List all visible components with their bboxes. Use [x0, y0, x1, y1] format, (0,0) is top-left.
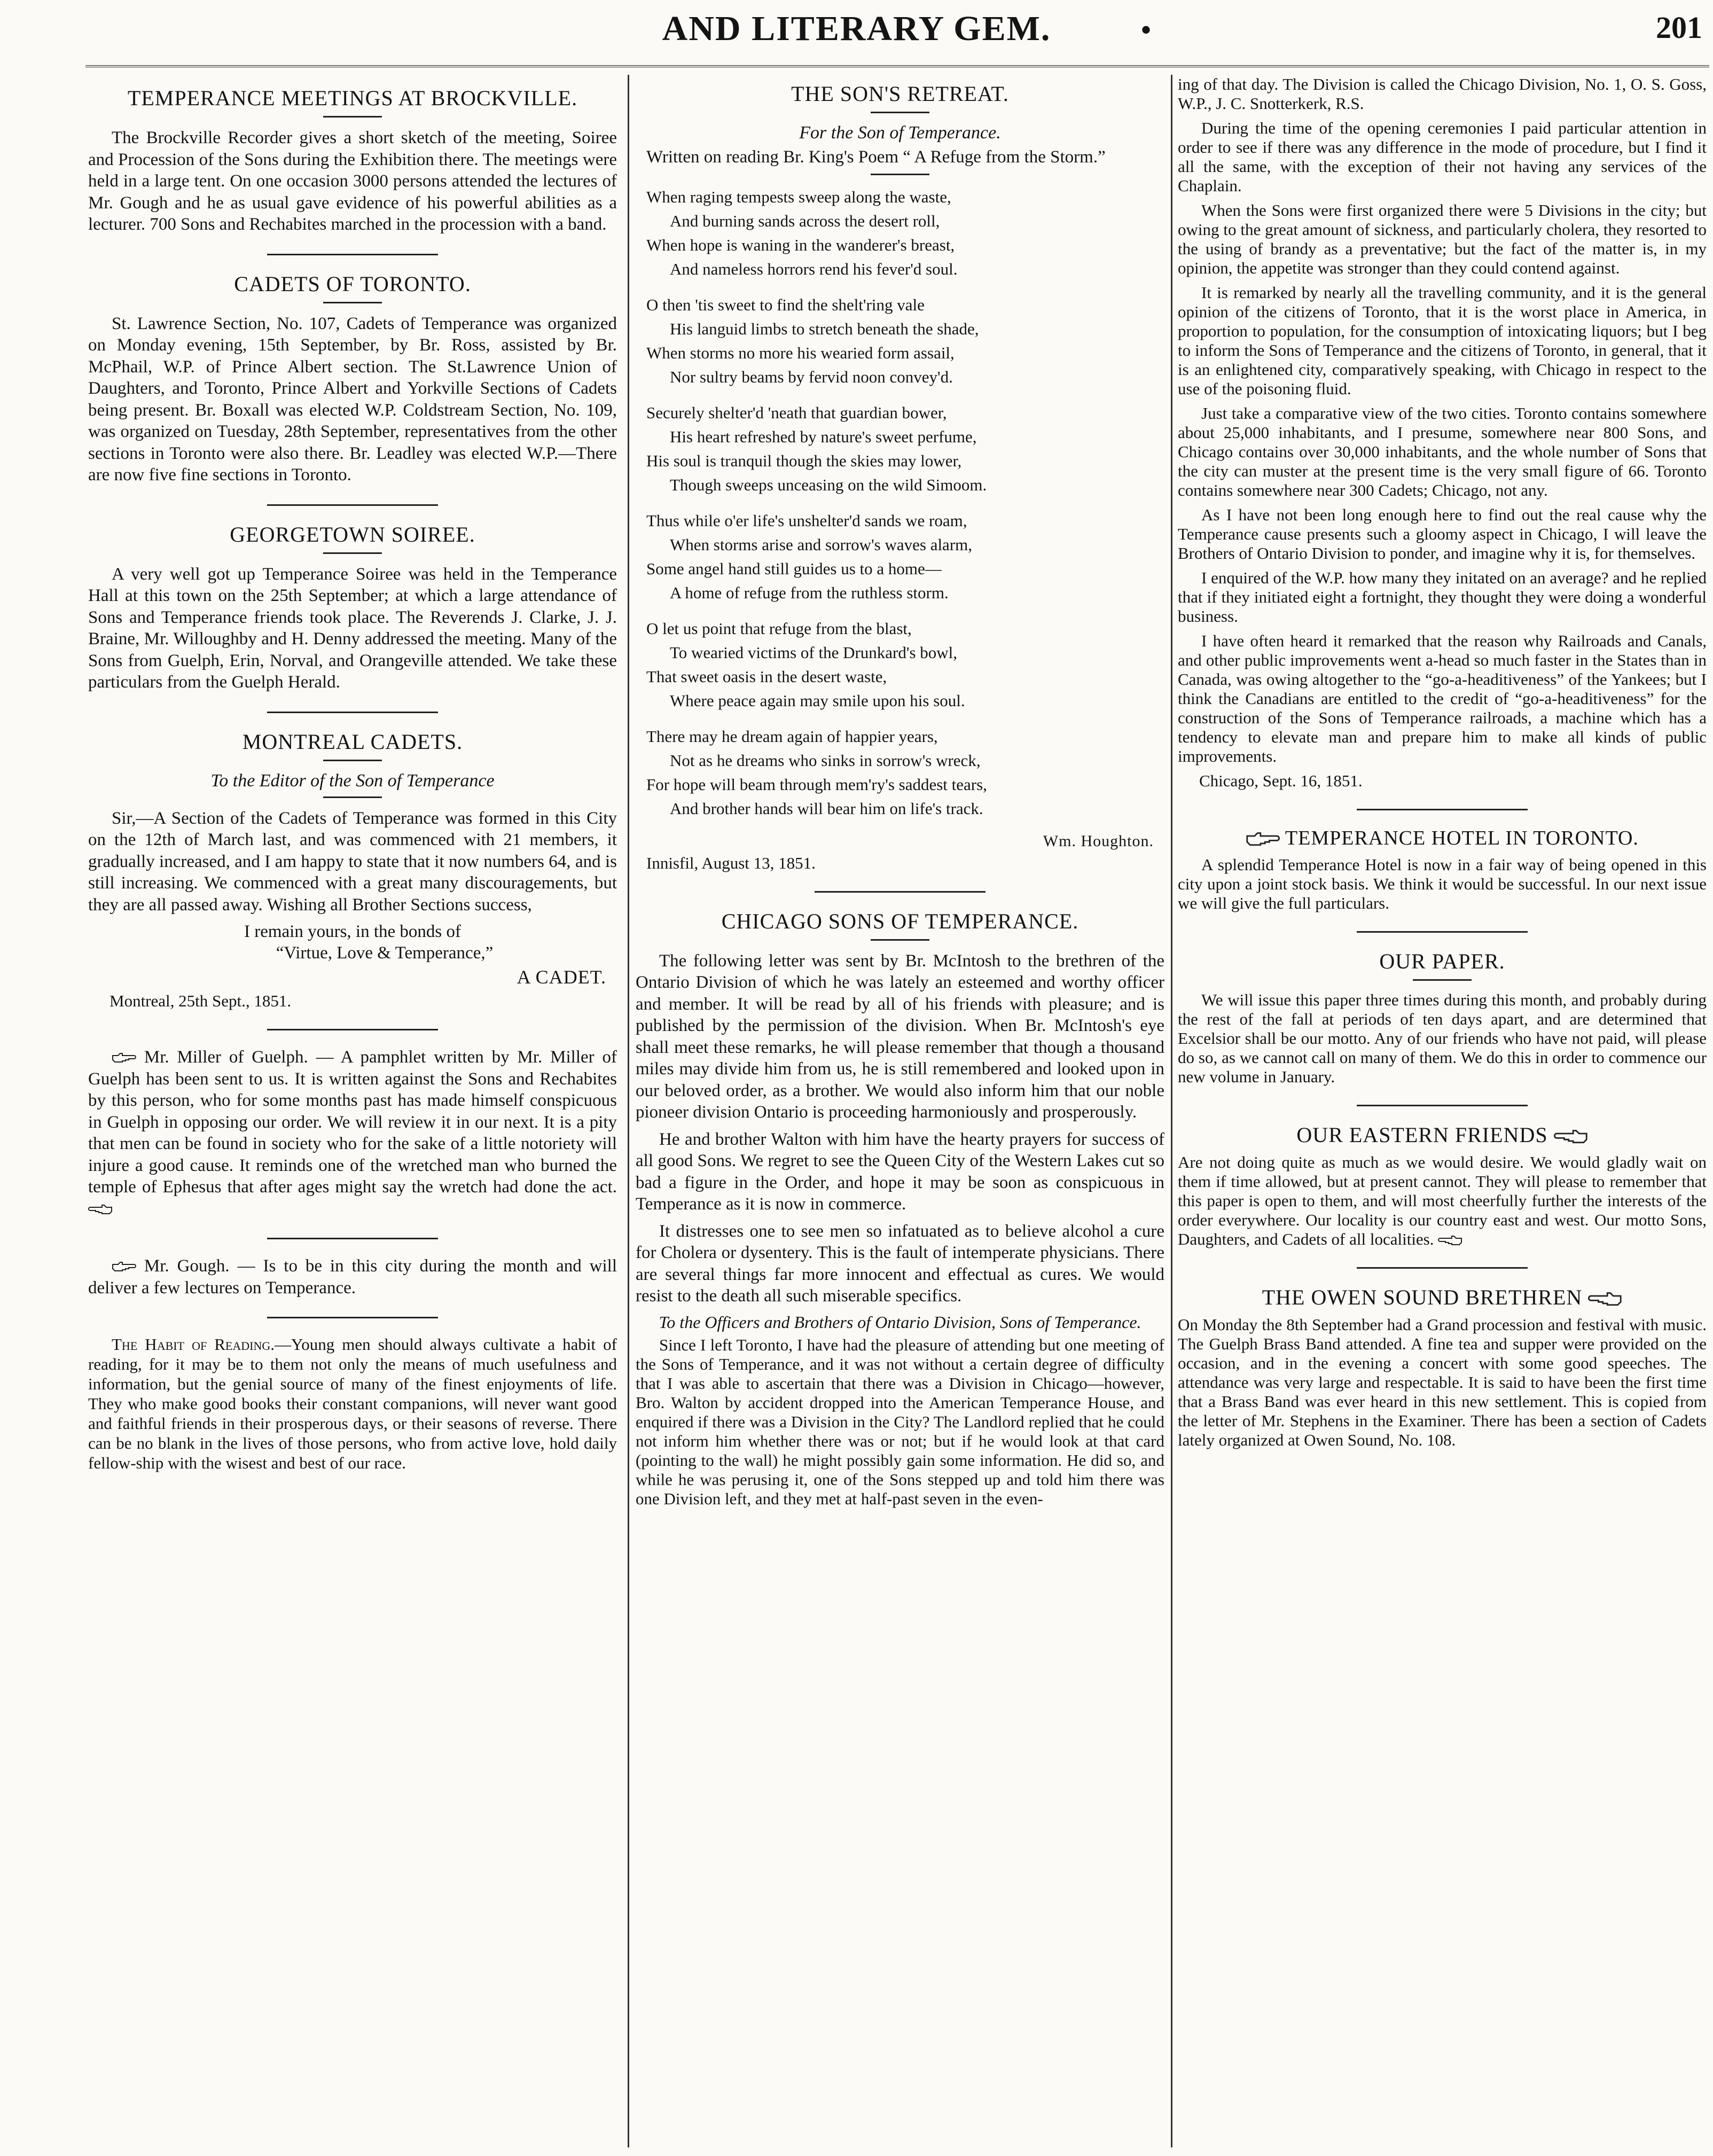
section-rule — [1357, 1105, 1528, 1106]
article-title: CHICAGO SONS OF TEMPERANCE. — [721, 909, 1079, 933]
pointing-hand-icon — [88, 1204, 113, 1216]
article-gough — [88, 1255, 617, 1299]
poem-line: Nor sultry beams by fervid noon convey'd. — [670, 367, 953, 386]
title-rule — [1413, 979, 1472, 981]
letter-continued — [1178, 75, 1707, 791]
article-paragraph: It distresses one to see men so infatuated as to believe alcohol a cure for Cholera or dysentery. This is the fault of intemperate physicians. There are several things far more innocent and effectual as cures. We would resist to the death all such miserable specifics. — [636, 1221, 1164, 1306]
article-title: MONTREAL CADETS. — [242, 729, 463, 754]
poem-author: Wm. Houghton. — [1043, 832, 1154, 850]
poem-line: Not as he dreams who sinks in sorrow's wreck, — [670, 751, 981, 770]
letter-paragraph: ing of that day. The Division is called the Chicago Division, No. 1, O. S. Goss, W.P., J. C. Snotterkerk, R.S. — [1178, 75, 1707, 113]
poem-stanza — [646, 616, 1164, 713]
article-title: OUR EASTERN FRIENDS — [1296, 1123, 1548, 1147]
article-cadets-toronto — [88, 271, 617, 486]
letter-address: To the Officers and Brothers of Ontario Division, Sons of Temperance. — [659, 1312, 1141, 1332]
poem-line: Thus while o'er life's unshelter'd sands we roam, — [646, 511, 967, 530]
article-body: —Young men should always cultivate a habit of reading, for it may be to them not only the means of much usefulness and information, but the genial source of many of the finest enjoyments of life. They who make good books their constant companions, will never want good and faithful friends in their prosperous days, or their seasons of reverse. There can be no blank in the lives of those persons, who from active love, hold daily fellow-ship with the wisest and best of our race. — [88, 1335, 617, 1472]
poem-line: Where peace again may smile upon his soul. — [670, 691, 965, 710]
poem-line: For hope will beam through mem'ry's saddest tears, — [646, 775, 987, 794]
article-eastern-friends — [1178, 1122, 1707, 1249]
poem-stanza — [646, 401, 1164, 497]
pointing-hand-icon — [1588, 1291, 1622, 1309]
letter-dateline: Chicago, Sept. 16, 1851. — [1199, 771, 1363, 790]
letter-paragraph: I have often heard it remarked that the reason why Railroads and Canals, and other public improvements went a-head so much faster in the States than in Canada, was owing altogether to the “go-a-headitiveness” of the Yankees; but I think the Canadians are entitled to the credit of “go-a-headitiveness” for the construction of the Sons of Temperance railroads, a machine which has a tendency to elevate man and prepare him to make all kinds of public improvements. — [1178, 631, 1707, 765]
article-body: Mr. Miller of Guelph. — A pamphlet written by Mr. Miller of Guelph has been sent to us. It is written against the Sons and Rechabites by this person, who for some months past has made himself conspicuous in Guelph in opposing our order. We will review it in our next. It is a pity that men can be found in society who for the sake of a little notoriety will injure a good cause. It reminds one of the wretched man who burned the temple of Ephesus that after ages might say the wretch had done the act. — [88, 1048, 617, 1197]
poem-line: To wearied victims of the Drunkard's bowl, — [670, 643, 958, 662]
letter-closing: I remain yours, in the bonds of — [244, 922, 461, 941]
article-brockville — [88, 85, 617, 236]
section-rule — [1357, 809, 1528, 810]
poem-line: And burning sands across the desert roll, — [670, 211, 940, 230]
header-rule — [85, 65, 1709, 67]
column-2 — [636, 75, 1164, 2153]
article-montreal-cadets — [88, 729, 617, 1011]
poem-line: Though sweeps unceasing on the wild Simoom. — [670, 475, 987, 494]
poem-line: Some angel hand still guides us to a home— — [646, 559, 942, 578]
article-subtitle: To the Editor of the Son of Temperance — [210, 770, 495, 791]
page-number: 201 — [1656, 10, 1702, 45]
letter-body: Since I left Toronto, I have had the pleasure of attending but one meeting of the Sons of Temperance, and it was not without a certain degree of difficulty that I was able to ascertain that there was a Division in Chicago—however, Bro. Walton by accident dropped into the American Temperance House, and enquired if there was a Division in the City? The Landlord replied that he could not inform him whether there was or not; but if he would look at that card (pointing to the wall) he might possibly gain some information. He did so, and while he was perusing it, one of the Sons stepped up and told him there was one Division left, and they met at half-past seven in the even- — [636, 1335, 1164, 1508]
poem-line: When hope is waning in the wanderer's breast, — [646, 235, 955, 254]
poem-line: Securely shelter'd 'neath that guardian bower, — [646, 403, 947, 422]
poem-title: THE SON'S RETREAT. — [791, 82, 1009, 106]
article-body: On Monday the 8th September had a Grand procession and festival with music. The Guelph Brass Band attended. A fine tea and supper were provided on the occasion, and in the evening a concert with some good speeches. The attendance was very large and respectable. It is said to have been the first time that a Brass Band was ever heard in this new settlement. This is copied from the letter of Mr. Stephens in the Examiner. There has been a section of Cadets lately organized at Owen Sound, No. 108. — [1178, 1315, 1707, 1449]
article-title: TEMPERANCE MEETINGS AT BROCKVILLE. — [127, 86, 578, 110]
article-body: A very well got up Temperance Soiree was held in the Temperance Hall at this town on the 25th September; at which a large attendance of Sons and Temperance friends took place. The Reverends J. Clarke, J. J. Braine, Mr. Willoughby and H. Denny addressed the meeting. Many of the Sons from Guelph, Erin, Norval, and Orangeville attended. We take these particulars from the Guelph Herald. — [88, 564, 617, 692]
section-rule — [267, 712, 438, 713]
poem-stanza — [646, 724, 1164, 821]
article-paragraph: He and brother Walton with him have the hearty prayers for success of all good Sons. We regret to see the Queen City of the Western Lakes cut so bad a figure in the Order, and hope it may be soon as conspicuous in Temperance as it is now in commerce. — [636, 1129, 1164, 1214]
title-rule — [323, 302, 382, 303]
title-rule — [871, 112, 929, 113]
poem-dateline: Innisfil, August 13, 1851. — [646, 853, 816, 872]
article-body: A splendid Temperance Hotel is now in a fair way of being opened in this city upon a joint stock basis. We think it would be successful. In our next issue we will give the full particulars. — [1178, 855, 1707, 912]
poem-stanza — [646, 509, 1164, 605]
article-owen-sound — [1178, 1285, 1707, 1450]
letter-paragraph: I enquired of the W.P. how many they initated on an average? and he replied that if they initiated eight a fortnight, they thought they were doing a wonderful business. — [1178, 568, 1707, 626]
letter-dateline: Montreal, 25th Sept., 1851. — [109, 991, 292, 1010]
article-body: Are not doing quite as much as we would desire. We would gladly wait on them if time allowed, but at present cannot. They will please to remember that this paper is open to them, and will most cheerfully further the interests of the order everywhere. Our locality is our country east and west. Our motto Sons, Daughters, and Cadets of all localities. — [1178, 1153, 1707, 1248]
header-ornament: • — [1140, 12, 1152, 48]
letter-paragraph: As I have not been long enough here to find out the real cause why the Temperance cause presents such a gloomy aspect in Chicago, I will leave the Brothers of Ontario Division to ponder, and imagine why it is, for themselves. — [1178, 505, 1707, 563]
poem-stanzas — [636, 185, 1164, 821]
article-title: TEMPERANCE HOTEL IN TORONTO. — [1285, 827, 1639, 849]
article-chicago — [636, 909, 1164, 1509]
article-temperance-hotel — [1178, 826, 1707, 913]
poem-line: When storms no more his wearied form assail, — [646, 343, 955, 362]
title-rule — [323, 796, 382, 798]
poem-line: A home of refuge from the ruthless storm. — [670, 583, 949, 602]
letter-paragraph: During the time of the opening ceremonies I paid particular attention in order to see if there was any difference in the mode of procedure, but I find it all the same, with the exception of their not having any services of the Chaplain. — [1178, 119, 1707, 195]
section-rule — [267, 504, 438, 506]
column-1 — [88, 75, 617, 2153]
section-rule — [815, 891, 985, 893]
pointing-hand-icon — [1246, 831, 1280, 849]
letter-closing-motto: “Virtue, Love & Temperance,” — [276, 943, 494, 963]
poem-intro: Written on reading Br. King's Poem “ A Refuge from the Storm.” — [646, 147, 1106, 167]
running-title: AND LITERARY GEM. — [662, 9, 1051, 48]
article-body: St. Lawrence Section, No. 107, Cadets of Temperance was organized on Monday evening, 15th September, by Br. Ross, assisted by Br. McPhail, W.P. of Prince Albert section. The St.Lawrence Union of Daughters, and Toronto, Prince Albert and Yorkville Sections of Cadets being present. Br. Boxall was elected W.P. Coldstream Section, No. 109, was organized on Tuesday, 28th September, representatives from the other sections in Toronto were also there. Br. Leadley was elected W.P.—There are now five fine sections in Toronto. — [88, 314, 617, 485]
poem-line: When raging tempests sweep along the waste, — [646, 187, 951, 206]
article-our-paper — [1178, 949, 1707, 1087]
article-reading — [88, 1334, 617, 1473]
poem-dedication: For the Son of Temperance. — [799, 123, 1001, 143]
poem-line: And nameless horrors rend his fever'd soul. — [670, 259, 958, 278]
title-rule — [323, 760, 382, 761]
article-body: The Brockville Recorder gives a short sketch of the meeting, Soiree and Procession of the Sons during the Exhibition there. The meetings were held in a large tent. On one occasion 3000 persons attended the lectures of Mr. Gough and he as usual gave evidence of his powerful abilities as a lecturer. 700 Sons and Rechabites marched in the procession with a band. — [88, 128, 617, 234]
article-body: We will issue this paper three times during this month, and probably during the rest of the fall at periods of ten days apart, and are determined that Excelsior shall be our motto. Any of our friends who have not paid, will please do so, as we cannot call on many of them. We do this in order to commence our new volume in January. — [1178, 990, 1707, 1086]
poem-stanza — [646, 185, 1164, 281]
article-title: THE OWEN SOUND BRETHREN — [1262, 1285, 1583, 1309]
letter-paragraph: Just take a comparative view of the two cities. Toronto contains somewhere about 25,000 inhabitants, and I presume, somewhere near 800 Sons, and Chicago contains over 30,000 inhabitants, and the whole number of Sons that the city can muster at the present time is the very small figure of 66. Toronto contains somewhere near 300 Cadets; Chicago, not any. — [1178, 404, 1707, 499]
column-3 — [1178, 75, 1707, 2153]
poem-line: That sweet oasis in the desert waste, — [646, 667, 887, 686]
poem-line: When storms arise and sorrow's waves alarm, — [670, 535, 973, 554]
section-rule — [267, 1029, 438, 1030]
pointing-hand-icon — [112, 1052, 136, 1064]
poem-line: There may he dream again of happier years, — [646, 727, 938, 746]
pointing-hand-icon — [112, 1261, 136, 1273]
article-lead: The Habit of Reading. — [112, 1335, 275, 1354]
article-title: CADETS OF TORONTO. — [234, 271, 471, 296]
poem-line: O then 'tis sweet to find the shelt'ring vale — [646, 295, 925, 314]
poem-sons-retreat — [636, 81, 1164, 873]
section-rule — [267, 254, 438, 255]
section-rule — [267, 1317, 438, 1318]
letter-signature: A CADET. — [517, 966, 606, 988]
article-title: OUR PAPER. — [1379, 949, 1505, 973]
letter-paragraph: It is remarked by nearly all the travelling community, and it is the general opinion of the citizens of Toronto, that it is the worst place in America, in proportion to population, for the consumption of intoxicating liquors; but I beg to inform the Sons of Temperance and the citizens of Toronto, in general, that it is an enlightened city, comparatively speaking, with Chicago in respect to the use of the poisoning fluid. — [1178, 283, 1707, 398]
article-title: GEORGETOWN SOIREE. — [230, 522, 475, 546]
letter-paragraph: When the Sons were first organized there were 5 Divisions in the city; but owing to the great amount of sickness, and particularly cholera, they resorted to the using of brandy as a preventative; but the fact of the matter is, in my opinion, the appetite was stronger than they could contend against. — [1178, 201, 1707, 277]
section-rule — [267, 1238, 438, 1239]
title-rule — [871, 174, 929, 175]
poem-line: His soul is tranquil though the skies may lower, — [646, 451, 962, 470]
poem-stanza — [646, 293, 1164, 389]
poem-line: His languid limbs to stretch beneath the shade, — [670, 319, 979, 338]
title-rule — [323, 116, 382, 118]
pointing-hand-icon — [1438, 1235, 1462, 1247]
column-rule-2 — [1171, 75, 1172, 2147]
title-rule — [323, 552, 382, 554]
poem-line: His heart refreshed by nature's sweet perfume, — [670, 427, 977, 446]
article-body: Sir,—A Section of the Cadets of Temperance was formed in this City on the 12th of March last, and was commenced with 21 members, it gradually increased, and I am happy to state that it now numbers 64, and is still increasing. We commenced with a great many discouragements, but they are all passed away. Wishing all Brother Sections success, — [88, 808, 617, 915]
article-georgetown — [88, 522, 617, 693]
page-header — [0, 5, 1713, 64]
title-rule — [871, 939, 929, 941]
article-miller — [88, 1046, 617, 1220]
article-body: Mr. Gough. — Is to be in this city during the month and will deliver a few lectures on Temperance. — [88, 1256, 617, 1298]
section-rule — [1357, 1267, 1528, 1269]
column-rule-1 — [628, 75, 629, 2147]
section-rule — [1357, 931, 1528, 933]
poem-line: O let us point that refuge from the blast, — [646, 619, 912, 638]
article-paragraph: The following letter was sent by Br. McIntosh to the brethren of the Ontario Division of which he was lately an esteemed and worthy officer and member. It will be read by all of his friends with pleasure; and is published by the permission of the division. When Br. McIntosh's eye shall meet these remarks, he will please remember that though a thousand miles may divide him from us, he is still remembered and looked upon in our beloved order, as a brother. We would also inform him that our noble pioneer division Ontario is proceeding harmoniously and prosperously. — [636, 951, 1164, 1122]
poem-line: And brother hands will bear him on life's track. — [670, 799, 983, 818]
pointing-hand-icon — [1554, 1128, 1588, 1146]
